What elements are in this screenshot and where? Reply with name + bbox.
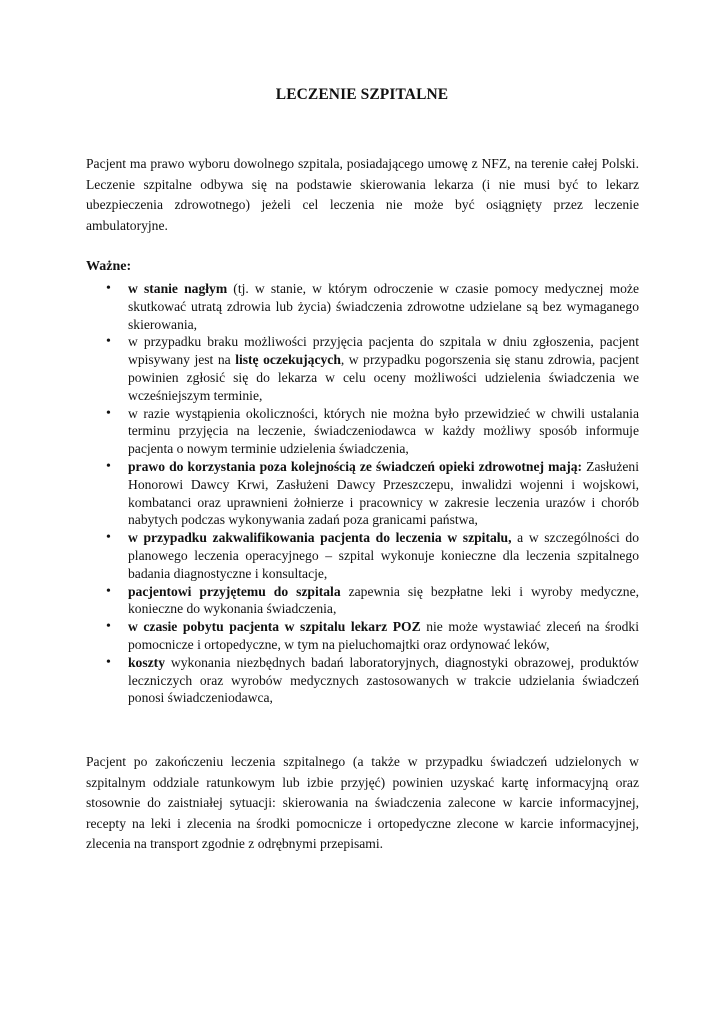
list-item-pre: w przypadku braku możliwości przyjęcia pacjenta do szpitala w dniu zgłoszenia, pacjent wpisywany jest na	[128, 334, 639, 368]
bullet-icon: •	[106, 619, 111, 635]
bullet-icon: •	[106, 530, 111, 546]
closing-paragraph: Pacjent po zakończeniu leczenia szpitalnego (a także w przypadku świadczeń udzielonych w szpitalnym oddziale ratunkowym lub izbie przyjęć) powinien uzyskać kartę informacyjną oraz stosownie do zaistniałej sytuacji: skierowania na świadczenia zalecone w karcie informacyjnej, recepty na leki i zlecenia na środki pomocnicze i ortopedyczne zlecone w karcie informacyjnej, zlecenia na transport zgodnie z odrębnymi przepisami.	[86, 754, 639, 852]
bullet-icon: •	[106, 654, 111, 670]
list-item	[86, 618, 639, 654]
page-title: LECZENIE SZPITALNE	[275, 86, 449, 103]
bullet-icon: •	[106, 458, 111, 474]
list-item	[86, 583, 639, 619]
list-item-text: Zasłużeni Honorowi Dawcy Krwi, Zasłużeni Dawcy Przeszczepu, inwalidzi wojenni i wojskowi, kombatanci oraz uprawnieni żołnierze i pracownicy w zakresie leczenia urazów i chorób nabytych podczas wykonywania zadań poza granicami państwa,	[128, 458, 639, 528]
list-item-text: (tj. w stanie, w którym odroczenie w czasie pomocy medycznej może skutkować utratą zdrowia lub życia) świadczenia zdrowotne udzielane są bez wymaganego skierowania,	[128, 281, 640, 332]
important-list	[86, 280, 639, 707]
bullet-icon: •	[106, 281, 111, 296]
list-item-pre: w razie wystąpienia okoliczności, których nie można było przewidzieć w chwili ustalania terminu przyjęcia na leczenie, świadczeniodawca w każdy możliwy sposób informuje pacjenta o nowym terminie udzielenia świadczenia,	[128, 405, 639, 457]
list-item-bold: koszty	[128, 654, 166, 670]
list-item-bold: w przypadku zakwalifikowania pacjenta do leczenia w szpitalu,	[128, 530, 512, 546]
list-item-text: wykonania niezbędnych badań laboratoryjnych, diagnostyki obrazowej, produktów leczniczych oraz wyrobów medycznych zastosowanych w trakcie udzielania świadczeń ponosi świadczeniodawca,	[128, 654, 639, 706]
list-item-text: a w szczególności do planowego leczenia operacyjnego – szpital wykonuje konieczne dla leczenia szpitalnego badania diagnostyczne i konsultacje,	[128, 530, 639, 581]
list-item	[86, 654, 639, 707]
list-item	[86, 458, 639, 529]
bullet-icon: •	[106, 334, 111, 350]
list-item-bold: w stanie nagłym	[128, 281, 228, 296]
list-item-bold: prawo do korzystania poza kolejnością ze świadczeń opieki zdrowotnej mają:	[128, 458, 583, 474]
list-item	[86, 405, 639, 458]
list-item	[86, 529, 639, 582]
list-item	[86, 333, 639, 404]
list-item	[86, 280, 639, 333]
list-item-text: , w przypadku pogorszenia się stanu zdrowia, pacjent powinien zgłosić się do lekarza w celu oceny możliwości udzielenia świadczenia we wcześniejszym terminie,	[128, 352, 640, 403]
intro-paragraph: Pacjent ma prawo wyboru dowolnego szpitala, posiadającego umowę z NFZ, na terenie całej Polski. Leczenie szpitalne odbywa się na podstawie skierowania lekarza (i nie musi być to lekarz ubezpieczenia zdrowotnego) jeżeli cel leczenia nie może być osiągnięty przez leczenie ambulatoryjne.	[86, 156, 639, 233]
list-item-text: nie może wystawiać zleceń na środki pomocnicze i ortopedyczne, w tym na pieluchomajtki oraz ordynować leków,	[128, 619, 639, 652]
bullet-icon: •	[106, 583, 111, 599]
list-item-bold: listę oczekujących	[235, 352, 341, 368]
list-item-text: zapewnia się bezpłatne leki i wyroby medyczne, konieczne do wykonania świadczenia,	[128, 583, 640, 617]
list-item-bold: pacjentowi przyjętemu do szpitala	[128, 583, 341, 599]
important-heading: Ważne:	[86, 259, 132, 274]
list-item-bold: w czasie pobytu pacjenta w szpitalu lekarz POZ	[128, 619, 421, 635]
bullet-icon: •	[106, 405, 111, 421]
